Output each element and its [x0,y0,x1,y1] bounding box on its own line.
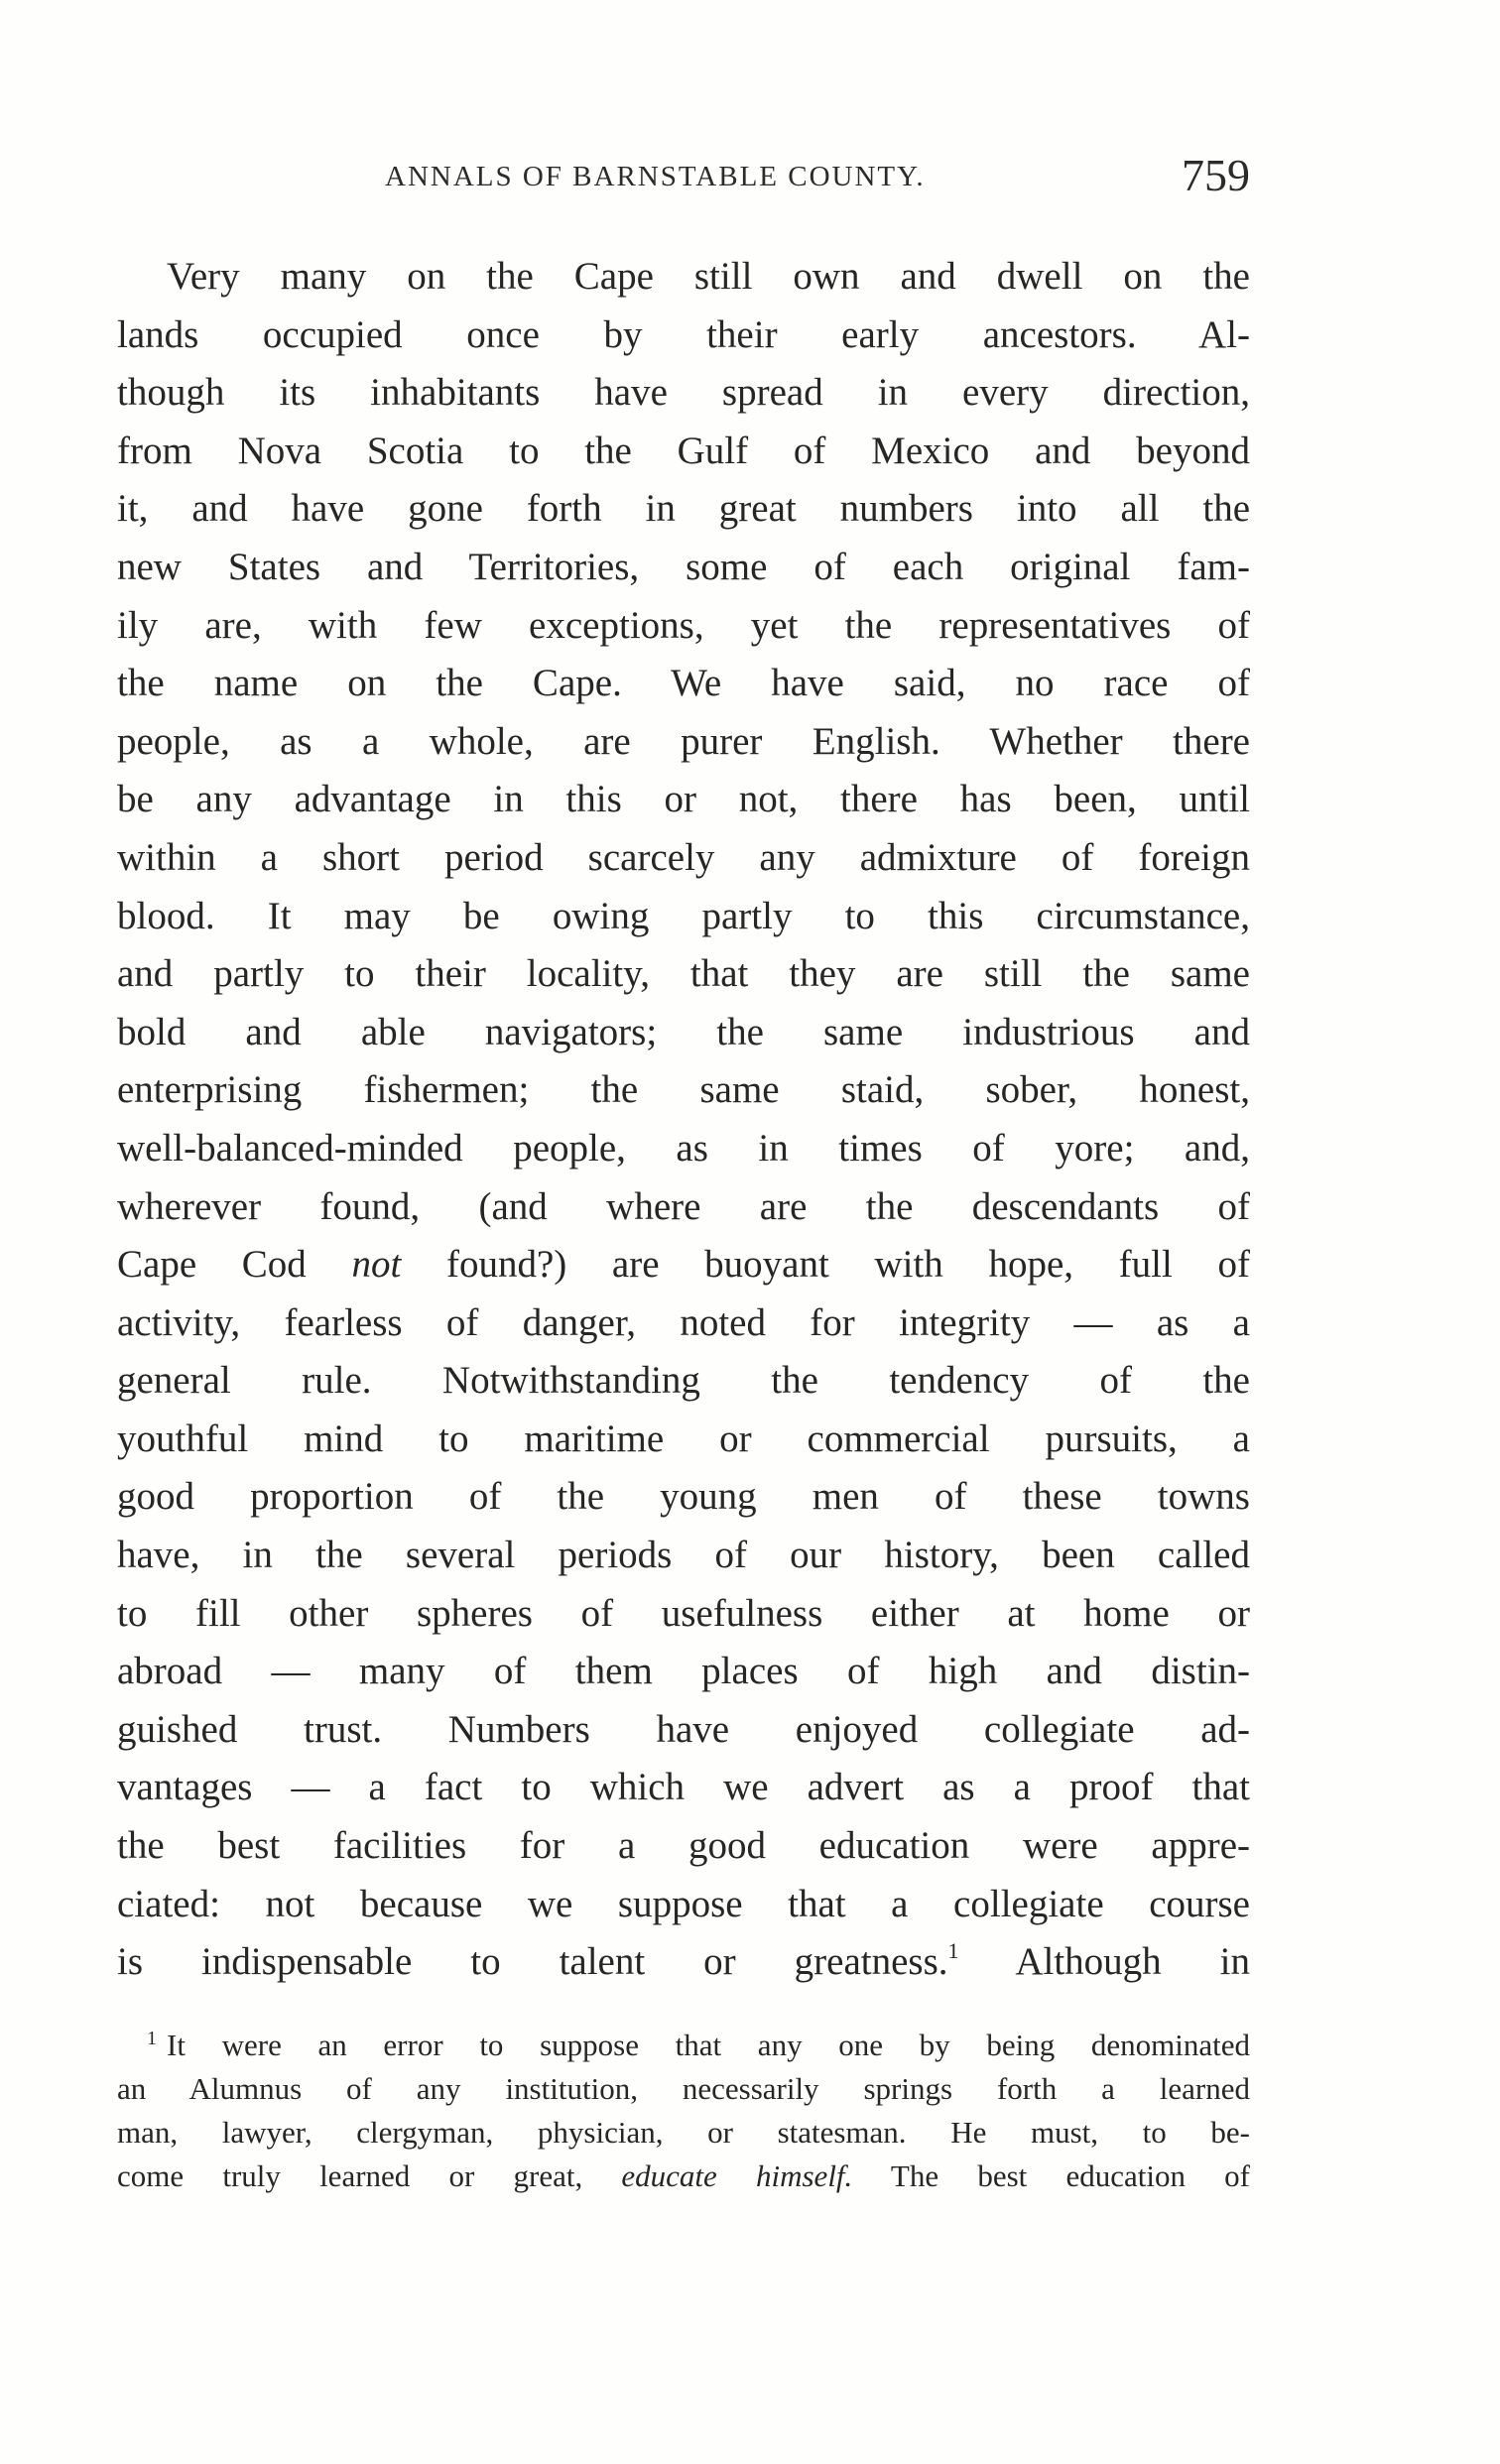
text-line: blood. It may be owing partly to this circumstance, [117,894,1250,937]
text-line: Very many on the Cape still own and dwell on the [167,255,1250,298]
emphasis-educate-himself: educate himself. [621,2158,853,2193]
footnote [117,2024,1250,2198]
text-line: be any advantage in this or not, there has been, until [117,778,1250,821]
text-line: and partly to their locality, that they are still the same [117,952,1250,996]
text-line-with-footnote-ref [117,1933,1250,1992]
text-segment: found?) are buoyant with hope, full of [401,1243,1250,1287]
text-segment: Although in [958,1940,1250,1984]
text-line: the best facilities for a good education were appre- [117,1824,1250,1868]
text-line: activity, fearless of danger, noted for integrity — as a [117,1300,1250,1344]
footnote-mark: 1 [147,2028,157,2049]
text-line: vantages — a fact to which we advert as a proof that [117,1766,1250,1809]
footnote-line: an Alumnus of any institution, necessarily springs forth a learned [117,2071,1250,2106]
text-segment: It were an error to suppose that any one by being denominated [167,2028,1250,2062]
text-line: youthful mind to maritime or commercial pursuits, a [117,1417,1250,1460]
emphasis-not: not [351,1243,402,1287]
text-line: abroad — many of them places of high and distin- [117,1650,1250,1693]
footnote-line [117,2024,1250,2067]
text-line: bold and able navigators; the same industrious and [117,1010,1250,1053]
running-head-title: ANNALS OF BARNSTABLE COUNTY. [385,161,926,192]
text-line: from Nova Scotia to the Gulf of Mexico and beyond [117,429,1250,472]
text-segment: is indispensable to talent or greatness. [117,1940,948,1984]
text-line: though its inhabitants have spread in every direction, [117,371,1250,415]
text-line: to fill other spheres of usefulness either at home or [117,1591,1250,1635]
text-line: ciated: not because we suppose that a collegiate course [117,1882,1250,1925]
footnote-reference[interactable]: 1 [947,1938,959,1964]
running-head [117,149,1250,208]
text-line: good proportion of the young men of these towns [117,1475,1250,1519]
text-line: people, as a whole, are purer English. Whether there [117,719,1250,763]
text-line: it, and have gone forth in great numbers into all the [117,487,1250,531]
text-line: ily are, with few exceptions, yet the representatives of [117,603,1250,647]
text-line: have, in the several periods of our history, been called [117,1534,1250,1577]
text-line: enterprising fishermen; the same staid, sober, honest, [117,1068,1250,1112]
text-line: the name on the Cape. We have said, no race of [117,662,1250,705]
text-line: within a short period scarcely any admixture of foreign [117,835,1250,879]
footnote-line: man, lawyer, clergyman, physician, or statesman. He must, to be- [117,2115,1250,2150]
text-line: well-balanced-minded people, as in times of yore; and, [117,1126,1250,1170]
text-line: guished trust. Numbers have enjoyed collegiate ad- [117,1707,1250,1751]
text-line: wherever found, (and where are the descendants of [117,1184,1250,1228]
page-number: 759 [1182,150,1250,200]
body-text [117,248,1250,1992]
footnote-line-with-emphasis [117,2155,1250,2198]
text-line-with-emphasis [117,1236,1250,1294]
text-line: new States and Territories, some of each original fam- [117,545,1250,588]
text-line: lands occupied once by their early ancestors. Al- [117,312,1250,356]
text-segment: come truly learned or great, [117,2158,622,2193]
text-segment: Cape Cod [117,1243,352,1287]
text-segment: The best education of [852,2158,1250,2193]
text-line: general rule. Notwithstanding the tendency of the [117,1359,1250,1403]
